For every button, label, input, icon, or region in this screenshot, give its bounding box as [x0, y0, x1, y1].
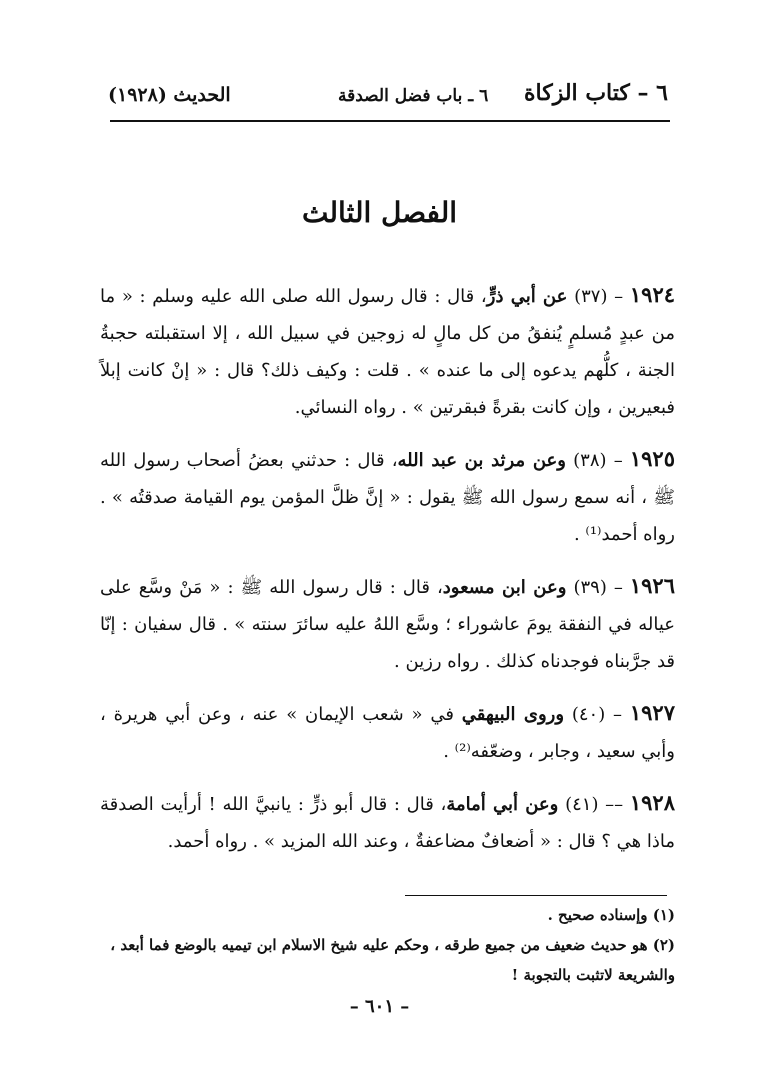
footnotes	[100, 900, 675, 990]
hadith-1925	[100, 440, 675, 553]
hadith-text: ، قال : قال أبو ذرٍّ : يانبيَّ الله ! أرأيت الصدقة ماذا هي ؟ قال : « أضعافٌ مضاعفةٌ ، وعند الله المزيد » . رواه أحمد.	[100, 794, 675, 852]
hadith-narrator: وروى البيهقي	[461, 704, 565, 725]
header-hadith-range: الحديث (١٩٢٨)	[108, 84, 231, 106]
section-title: الفصل الثالث	[301, 196, 458, 229]
hadith-number: ١٩٢٦	[629, 573, 675, 598]
hadith-1924	[100, 276, 675, 426]
hadith-ref: –– (٤١)	[565, 794, 624, 815]
hadith-narrator: وعن أبي أمامة	[446, 794, 559, 815]
header-chapter-title: ٦ ـ باب فضل الصدقة	[338, 86, 489, 106]
hadith-ref: – (٣٨)	[573, 450, 623, 471]
hadith-ref: – (٣٧)	[574, 286, 624, 307]
page-number: – ٦٠١ –	[349, 996, 410, 1017]
hadith-ref: – (٣٩)	[573, 577, 623, 598]
hadith-number: ١٩٢٤	[629, 282, 676, 307]
hadith-text: ، قال : حدثني بعضُ أصحاب رسول الله ﷺ ، أنه سمع رسول الله ﷺ يقول : « إنَّ ظلَّ المؤمن يوم القيامة صدقتُه » . رواه أحمد⁽¹⁾ .	[100, 450, 675, 545]
hadith-1928	[100, 784, 675, 860]
hadith-text: في « شعب الإيمان » عنه ، وعن أبي هريرة ، وأبي سعيد ، وجابر ، وضعّفه⁽²⁾ .	[100, 704, 675, 762]
hadith-number: ١٩٢٧	[629, 700, 675, 725]
hadith-text: ، قال : قال رسول الله ﷺ : « مَنْ وسَّع على عياله في النفقة يومَ عاشوراء ؛ وسَّع اللهُ عليه سائرَ سنته » . قال سفيان : إنّا قد جرَّبناه فوجدناه كذلك . رواه رزين .	[100, 577, 675, 672]
hadith-narrator: وعن مرثد بن عبد الله	[397, 450, 566, 471]
hadith-number: ١٩٢٥	[629, 446, 675, 471]
header-book-title: ٦ – كتاب الزكاة	[524, 80, 668, 106]
hadith-list	[100, 276, 675, 874]
hadith-ref: – (٤٠)	[571, 704, 623, 725]
footnote-rule	[405, 895, 667, 896]
header-rule	[110, 120, 670, 122]
hadith-narrator: وعن ابن مسعود	[442, 577, 567, 598]
hadith-1927	[100, 694, 675, 770]
footnote-2: (٢) هو حديث ضعيف من جميع طرقه ، وحكم عليه شيخ الاسلام ابن تيميه بالوضع فما أبعد ، والشريعة لاتثبت بالتجوبة !	[110, 936, 675, 984]
footnote-1: (١) وإسناده صحيح .	[547, 906, 675, 924]
hadith-narrator: عن أبي ذرٍّ	[486, 286, 568, 307]
running-header	[108, 78, 668, 118]
hadith-1926	[100, 567, 675, 680]
hadith-text: ، قال : قال رسول الله صلى الله عليه وسلم : « ما من عبدٍ مُسلمٍ يُنفقُ من كل مالٍ له زوجين في سبيل الله ، إلا استقبلته حجبةُ الجنة ، كلُّهم يدعوه إلى ما عنده » . قلت : وكيف ذلك؟ قال : « إنْ كانت إبلاً فبعيرين ، وإن كانت بقرةً فبقرتين » . رواه النسائي.	[100, 286, 675, 418]
hadith-number: ١٩٢٨	[629, 790, 675, 815]
